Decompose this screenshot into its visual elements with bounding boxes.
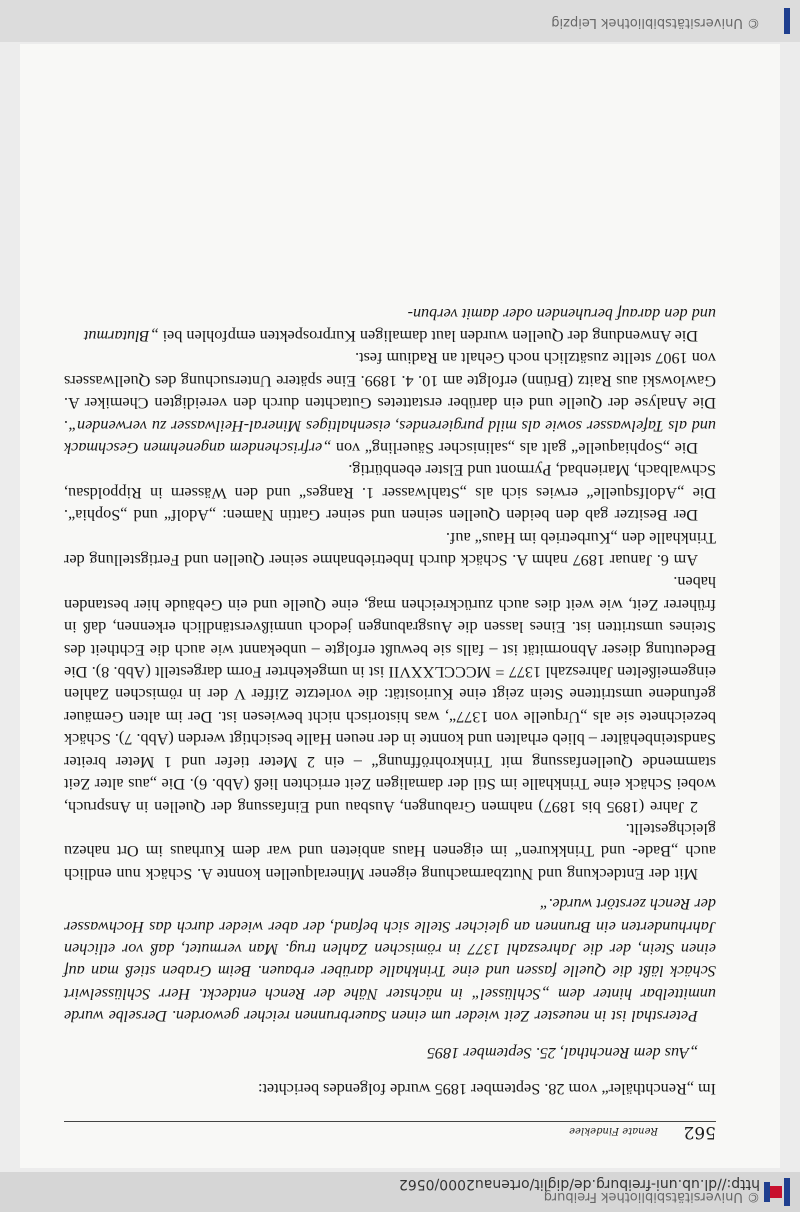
application-quote: „Blutarmut und den darauf beruhenden oder damit verbun- [83,304,716,345]
running-author: Renate Findeklee [569,1125,658,1136]
body-text [64,302,716,1104]
paragraph-intro: Im „Renchthäler“ vom 28. September 1895 wurde folgendes berichtet: [257,1080,716,1098]
running-header [64,1122,716,1142]
library-logo-icon [784,1178,790,1206]
paragraph-sophiaquelle [64,347,716,459]
header-copyright: © Universitätsbibliothek Freiburg [543,1189,760,1204]
quote-paragraph: Petersthal ist in neuester Zeit wieder um einen Sauerbrunnen reicher geworden. Derselbe wurde unmittelbar hinter dem „Schlüssel“ in nächster Nähe der Rench entdeckt. Herr Schlüsselwirt Schäck läßt die Quelle fassen und eine Trinkhalle darüber erbauen. Beim Graben stieß man auf einen Stein, der die Jahreszahl 1377 in römischen Zahlen trug. Man vermutet, daß vor etlichen Jahrhunderten ein Brunnen an gleicher Stelle sich befand, der aber wieder durch das Hochwasser der Rench zerstört wurde.“ [64,895,716,1026]
paragraph-kurbetrieb: Am 6. Januar 1897 nahm A. Schäck durch Inbetriebnahme seiner Quellen und Fertigstellung der Trinkhalle den „Kurbetrieb im Haus“ auf. [64,528,716,570]
paragraph-application [64,302,716,347]
source-url-link[interactable]: http://dl.ub.uni-freiburg.de/diglit/ortenau2000/0562 [398,1176,760,1192]
paragraph-discovery: Mit der Entdeckung und Nutzbarmachung eigener Mineralquellen konnte A. Schäck nun endlich auch „Bade- und Trinkkuren“ im eigenen Haus anbieten und war dem Kurhaus im Ort nahezu gleichgestellt. [64,819,716,883]
footer-copyright: © Universitätsbibliothek Leipzig [551,15,760,30]
document-page [20,44,780,1168]
sophia-quote: „erfrischendem angenehmen Geschmack und als Tafelwasser sowie als mild purgierendes, eisenhaltiges Mineral-Heilwasser zu verwenden“ [64,416,716,458]
header-rule [64,1121,716,1122]
viewer-footer-bar [0,0,800,42]
sophia-text-start: Die „Sophiaquelle“ galt als „salinischer Säuerling“ von [331,439,698,458]
footer-logo-icon [784,8,790,34]
sophia-text-end: . Die Analyse der Quelle und ein darüber erstattetes Gutachten durch den vereidigten Chemiker A. Gawlowski aus Raitz (Brünn) erfolgte am 10. 4. 1899. Eine spätere Untersuchung des Quellwassers von 1907 stellte zusätzlich noch Gehalt an Radium fest. [64,349,716,435]
library-logo-bar-icon [764,1182,770,1202]
quote-heading: „Aus dem Renchthal, 25. September 1895 [426,1043,698,1062]
library-logo-accent-icon [770,1186,782,1198]
paragraph-spring-names: Der Besitzer gab den beiden Quellen seinen und seiner Gattin Namen: „Adolf“ und „Sophia“. Die „Adolfsquelle“ erwies sich als „Stahlwasser 1. Ranges“ und den Wässern in Rippoldsau, Schwalbach, Marienbad, Pyrmont und Elster ebenbürtig. [64,461,716,525]
page-number: 562 [683,1122,716,1142]
viewer-header-bar [0,1172,800,1212]
application-text: Die Anwendung der Quellen wurden laut damaligen Kurprospekten empfohlen bei [158,327,698,345]
paragraph-excavation: 2 Jahre (1895 bis 1897) nahmen Grabungen, Ausbau und Einfassung der Quellen in Anspruch, wobei Schäck eine Trinkhalle im Stil der damaligen Zeit errichten ließ (Abb. 6). Die „aus alter Zeit stammende Quellenfassung mit Trinkrohröffnung“ – ein 2 Meter tiefer und 1 Meter breiter Sandsteinbehälter – blieb erhalten und konnte in der neuen Halle besichtigt werden (Abb. 7). Schäck bezeichnete sie als „Urquelle von 1377“, was historisch nicht bewiesen ist. Der im alten Gemäuer gefundene umstrittene Stein zeigt eine Kuriosität: die vorletzte Ziffer V der in römischen Zahlen eingemeißelten Jahreszahl 1377 = MCCCLXXVII ist in umgekehrter Form dargestellt (Abb. 8). Die Bedeutung dieser Abnormität ist – falls sie bewußt erfolgte – unbekannt wie auch die Echtheit des Steines umstritten ist. Eines lassen die Ausgrabungen jedoch unmißverständlich erkennen, daß in früherer Zeit, wie weit dies auch zurückreichen mag, eine Quelle und ein Gebäude hier bestanden haben. [64,573,716,816]
